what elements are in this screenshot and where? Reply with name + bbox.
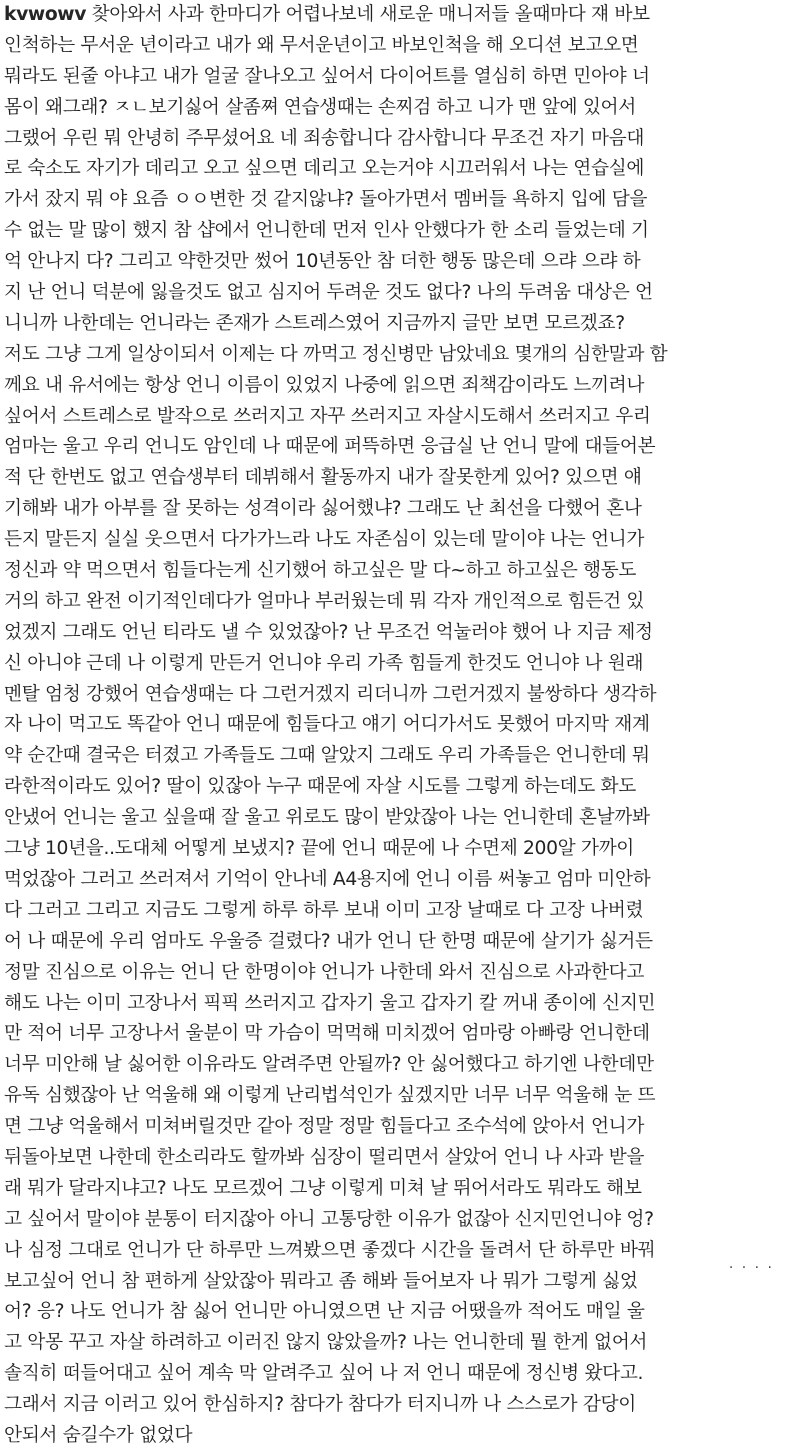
- caption-line: 어 나 때문에 우리 엄마도 우울증 걸렸다? 내가 언니 단 한명 때문에 살기가 싫거든: [4, 930, 653, 952]
- caption-line: 나 심정 그대로 언니가 단 하루만 느껴봤으면 좋겠다 시간을 돌려서 단 하루만 바꿔: [4, 1239, 656, 1261]
- caption-line: 로 숙소도 자기가 데리고 오고 싶으면 데리고 오는거야 시끄러워서 나는 연습실에: [4, 158, 645, 180]
- caption-line: 뭐라도 된줄 아냐고 내가 얼굴 잘나오고 싶어서 다이어트를 열심히 하면 민아야 너: [4, 65, 650, 87]
- caption-line: 고 악몽 꾸고 자살 하려하고 이러진 않지 않았을까? 나는 언니한데 뭘 한게 없어서: [4, 1332, 648, 1354]
- caption-line: 안냈어 언니는 울고 싶을때 잘 울고 위로도 많이 받았잖아 나는 언니한데 혼날까봐: [4, 807, 650, 829]
- caption-line: 어? 응? 나도 언니가 참 싫어 언니만 아니였으면 난 지금 어땠을까 적어도 매일 울: [4, 1301, 645, 1323]
- caption-line: 보고싶어 언니 참 편하게 살았잖아 뭐라고 좀 해봐 들어보자 나 뭐가 그렇게 싫었: [4, 1270, 638, 1292]
- caption-line: 면 그냥 억울해서 미쳐버릴것만 같아 정말 정말 힘들다고 조수석에 앉아서 언니가: [4, 1116, 645, 1138]
- caption-line: 그냥 10년을..도대체 어떻게 보냈지? 끝에 언니 때문에 나 수면제 200알 가까이: [4, 838, 635, 860]
- caption-line: 든지 말든지 실실 웃으면서 다가가느라 나도 자존심이 있는데 말이야 나는 언니가: [4, 529, 645, 551]
- caption-line: 뒤돌아보면 나한데 한소리라도 할까봐 심장이 떨리면서 살았어 언니 나 사과 받을: [4, 1146, 645, 1168]
- username-link[interactable]: kvwowv: [4, 4, 87, 25]
- caption-line: 약 순간때 결국은 터졌고 가족들도 그때 알았지 그래도 우리 가족들은 언니한데 뭐: [4, 745, 650, 767]
- caption-line: 멘탈 엄청 강했어 연습생때는 다 그런거겠지 리더니까 그런거겠지 불쌍하다 생각하: [4, 683, 657, 705]
- caption-line: 몸이 왜그래? ㅈㄴ보기싫어 살좀쪄 연습생때는 손찌검 하고 니가 맨 앞에 있어서: [4, 96, 636, 118]
- caption-line: 자 나이 먹고도 똑같아 언니 때문에 힘들다고 얘기 어디가서도 못했어 마지막 재계: [4, 714, 650, 736]
- caption-line: 솔직히 떠들어대고 싶어 계속 막 알려주고 싶어 나 저 언니 때문에 정신병 왔다고.: [4, 1363, 644, 1385]
- post-caption: [4, 0, 796, 1452]
- caption-line: 신 아니야 근데 나 이렇게 만든거 언니야 우리 가족 힘들게 한것도 언니야 나 원래: [4, 652, 644, 674]
- caption-line: 적 단 한번도 없고 연습생부터 데뷔해서 활동까지 내가 잘못한게 있어? 있으면 얘: [4, 467, 642, 489]
- caption-line: 래 뭐가 달라지냐고? 나도 모르겠어 그냥 이렇게 미쳐 날 뛰어서라도 뭐라도 해보: [4, 1177, 642, 1199]
- caption-line: 정말 진심으로 이유는 언니 단 한명이야 언니가 나한데 와서 진심으로 사과한다고: [4, 961, 645, 983]
- caption-line: 엄마는 울고 우리 언니도 암인데 나 때문에 퍼뜩하면 응급실 난 언니 말에 대들어본: [4, 436, 656, 458]
- caption-line: 라한적이라도 있어? 딸이 있잖아 누구 때문에 자살 시도를 그렇게 하는데도 화도: [4, 776, 636, 798]
- caption-line: 그래서 지금 이러고 있어 한심하지? 참다가 참다가 터지니까 나 스스로가 감당이: [4, 1394, 636, 1416]
- caption-line: 유독 심했잖아 난 억울해 왜 이렇게 난리법석인가 싶겠지만 너무 너무 억울해 눈 뜨: [4, 1085, 656, 1107]
- caption-line: 거의 하고 완전 이기적인데다가 얼마나 부러웠는데 뭐 각자 개인적으로 힘든건 있: [4, 590, 645, 612]
- caption-line: [4, 0, 796, 31]
- caption-line: 니니까 나한데는 언니라는 존재가 스트레스였어 지금까지 글만 보면 모르겠죠?: [4, 312, 625, 334]
- caption-line-text: 찾아와서 사과 한마디가 어렵나보네 새로운 매니저들 올때마다 쟤 바보: [86, 4, 650, 25]
- caption-line: 었겠지 그래도 언닌 티라도 낼 수 있었잖아? 난 무조건 억눌러야 했어 나 지금 제정: [4, 621, 653, 643]
- caption-line: 만 적어 너무 고장나서 울분이 막 가슴이 먹먹해 미치겠어 엄마랑 아빠랑 언니한데: [4, 1023, 650, 1045]
- caption-line: 그랬어 우린 뭐 안녕히 주무셨어요 네 죄송합니다 감사합니다 무조건 자기 마음대: [4, 127, 645, 149]
- caption-line: 다 그러고 그리고 지금도 그렇게 하루 하루 보내 이미 고장 날때로 다 고장 나버렸: [4, 899, 644, 921]
- caption-line: 고 싶어서 말이야 분통이 터지잖아 아니 고통당한 이유가 없잖아 신지민언니야 엉?: [4, 1208, 654, 1230]
- caption-line: 억 안나지 다? 그리고 약한것만 썼어 10년동안 참 더한 행동 많은데 으랴 으랴 하: [4, 251, 641, 273]
- caption-line: 해도 나는 이미 고장나서 픽픽 쓰러지고 갑자기 울고 갑자기 칼 꺼내 종이에 신지민: [4, 992, 656, 1014]
- caption-line: 지 난 언니 덕분에 잃을것도 없고 심지어 두려운 것도 없다? 나의 두려움 대상은 언: [4, 282, 653, 304]
- caption-line: 께요 내 유서에는 항상 언니 이름이 있었지 나중에 읽으면 죄책감이라도 느끼려나: [4, 374, 645, 396]
- more-indicator: · · · ·: [728, 1260, 774, 1276]
- caption-line: 저도 그냥 그게 일상이되서 이제는 다 까먹고 정신병만 남았네요 몇개의 심한말과 함: [4, 343, 668, 365]
- caption-line: 정신과 약 먹으면서 힘들다는게 신기했어 하고싶은 말 다~하고 하고싶은 행동도: [4, 560, 637, 582]
- caption-line: 싶어서 스트레스로 발작으로 쓰러지고 자꾸 쓰러지고 자살시도해서 쓰러지고 우리: [4, 405, 651, 427]
- caption-line: 너무 미안해 날 싫어한 이유라도 알려주면 안될까? 안 싫어했다고 하기엔 나한데만: [4, 1054, 654, 1076]
- caption-line: 기해봐 내가 아부를 잘 못하는 성격이라 싫어했냐? 그래도 난 최선을 다했어 혼나: [4, 498, 642, 520]
- caption-line: 인척하는 무서운 년이라고 내가 왜 무서운년이고 바보인척을 해 오디션 보고오면: [4, 34, 639, 56]
- caption-line: 가서 잤지 뭐 야 요즘 ㅇㅇ변한 것 같지않냐? 돌아가면서 멤버들 욕하지 입에 담을: [4, 189, 648, 211]
- caption-line: 수 없는 말 많이 했지 참 샵에서 언니한데 먼저 인사 안했다가 한 소리 들었는데 기: [4, 220, 649, 242]
- caption-line: 안되서 숨길수가 없었다: [4, 1424, 193, 1446]
- caption-line: 먹었잖아 그러고 쓰러져서 기억이 안나네 A4용지에 언니 이름 써놓고 엄마 미안하: [4, 868, 651, 890]
